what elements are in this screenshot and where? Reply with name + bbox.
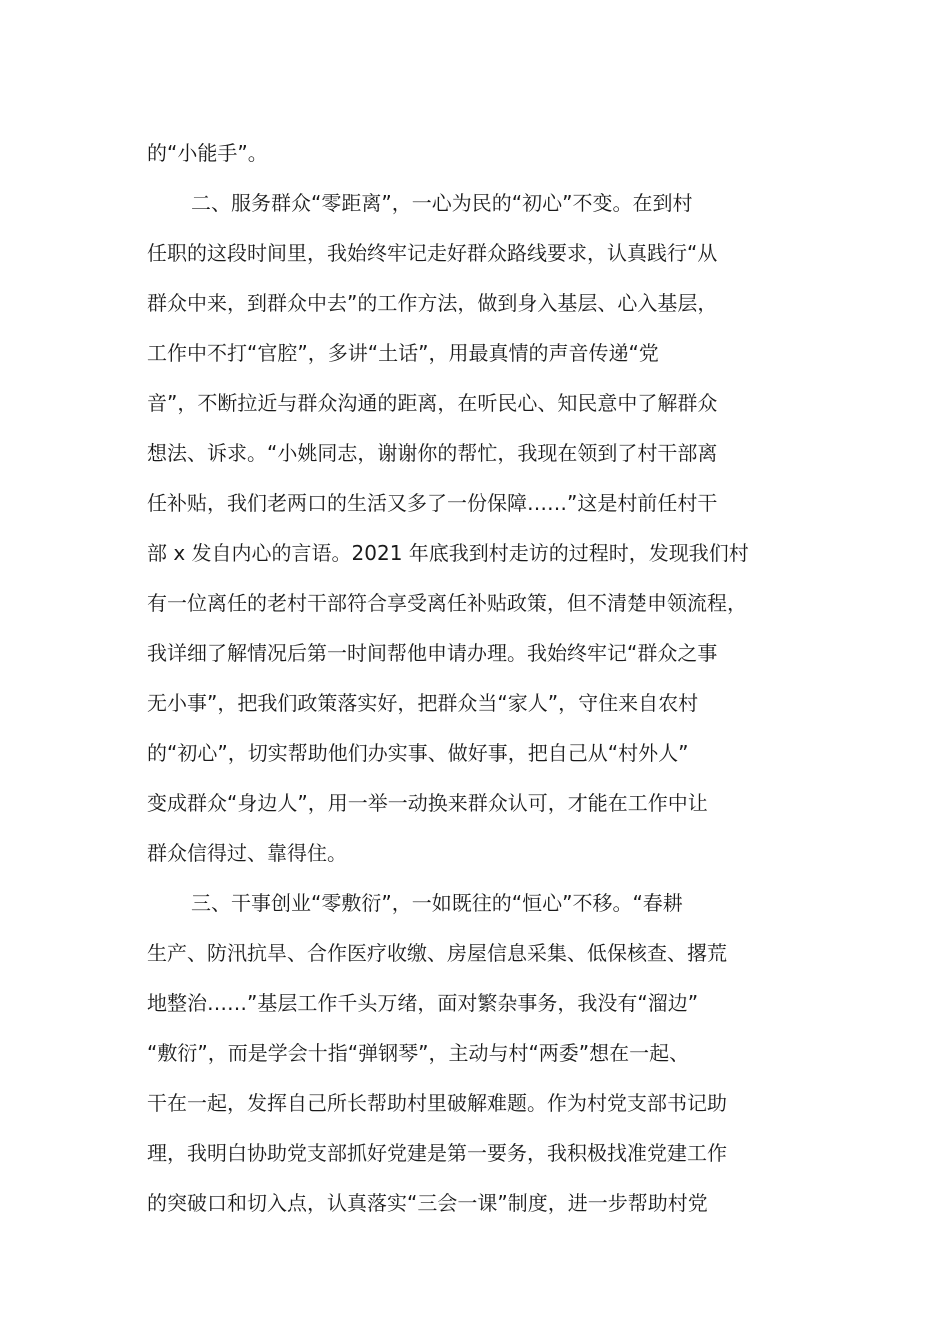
- text-line: 有一位离任的老村干部符合享受离任补贴政策，但不清楚申领流程，: [147, 591, 747, 615]
- text-line: 无小事”，把我们政策落实好，把群众当“家人”，守住来自农村: [147, 691, 699, 715]
- text-line: 的突破口和切入点，认真落实“三会一课”制度，进一步帮助村党: [147, 1191, 708, 1215]
- text-line: 生产、防汛抗旱、合作医疗收缴、房屋信息采集、低保核查、撂荒: [147, 941, 727, 965]
- text-line: 地整治……”基层工作千头万绪，面对繁杂事务，我没有“溜边”: [147, 991, 699, 1015]
- section-heading-line: 三、干事创业“零敷衍”，一如既往的“恒心”不移。“春耕: [191, 891, 683, 915]
- text-line: 工作中不打“官腔”，多讲“土话”，用最真情的声音传递“党: [147, 341, 659, 365]
- text-line: “敷衍”，而是学会十指“弹钢琴”，主动与村“两委”想在一起、: [147, 1041, 690, 1065]
- text-line: 的“初心”，切实帮助他们办实事、做好事，把自己从“村外人”: [147, 741, 689, 765]
- text-line: 我详细了解情况后第一时间帮他申请办理。我始终牢记“群众之事: [147, 641, 718, 665]
- text-line: 想法、诉求。“小姚同志，谢谢你的帮忙，我现在领到了村干部离: [147, 441, 718, 465]
- text-line: 任补贴，我们老两口的生活又多了一份保障……”这是村前任村干: [147, 491, 718, 515]
- text-line: 音”，不断拉近与群众沟通的距离，在听民心、知民意中了解群众: [147, 391, 718, 415]
- text-line: 的“小能手”。: [147, 141, 268, 165]
- text-line: 干在一起，发挥自己所长帮助村里破解难题。作为村党支部书记助: [147, 1091, 727, 1115]
- section-heading-line: 二、服务群众“零距离”，一心为民的“初心”不变。在到村: [191, 191, 693, 215]
- body-text: [147, 128, 807, 1228]
- text-line: 部 x 发自内心的言语。2021 年底我到村走访的过程时，发现我们村: [147, 541, 749, 565]
- text-line: 群众信得过、靠得住。: [147, 841, 347, 865]
- text-line: 理，我明白协助党支部抓好党建是第一要务，我积极找准党建工作: [147, 1141, 727, 1165]
- text-line: 任职的这段时间里，我始终牢记走好群众路线要求，认真践行“从: [147, 241, 718, 265]
- text-line: 群众中来，到群众中去”的工作方法，做到身入基层、心入基层，: [147, 291, 718, 315]
- text-line: 变成群众“身边人”，用一举一动换来群众认可，才能在工作中让: [147, 791, 708, 815]
